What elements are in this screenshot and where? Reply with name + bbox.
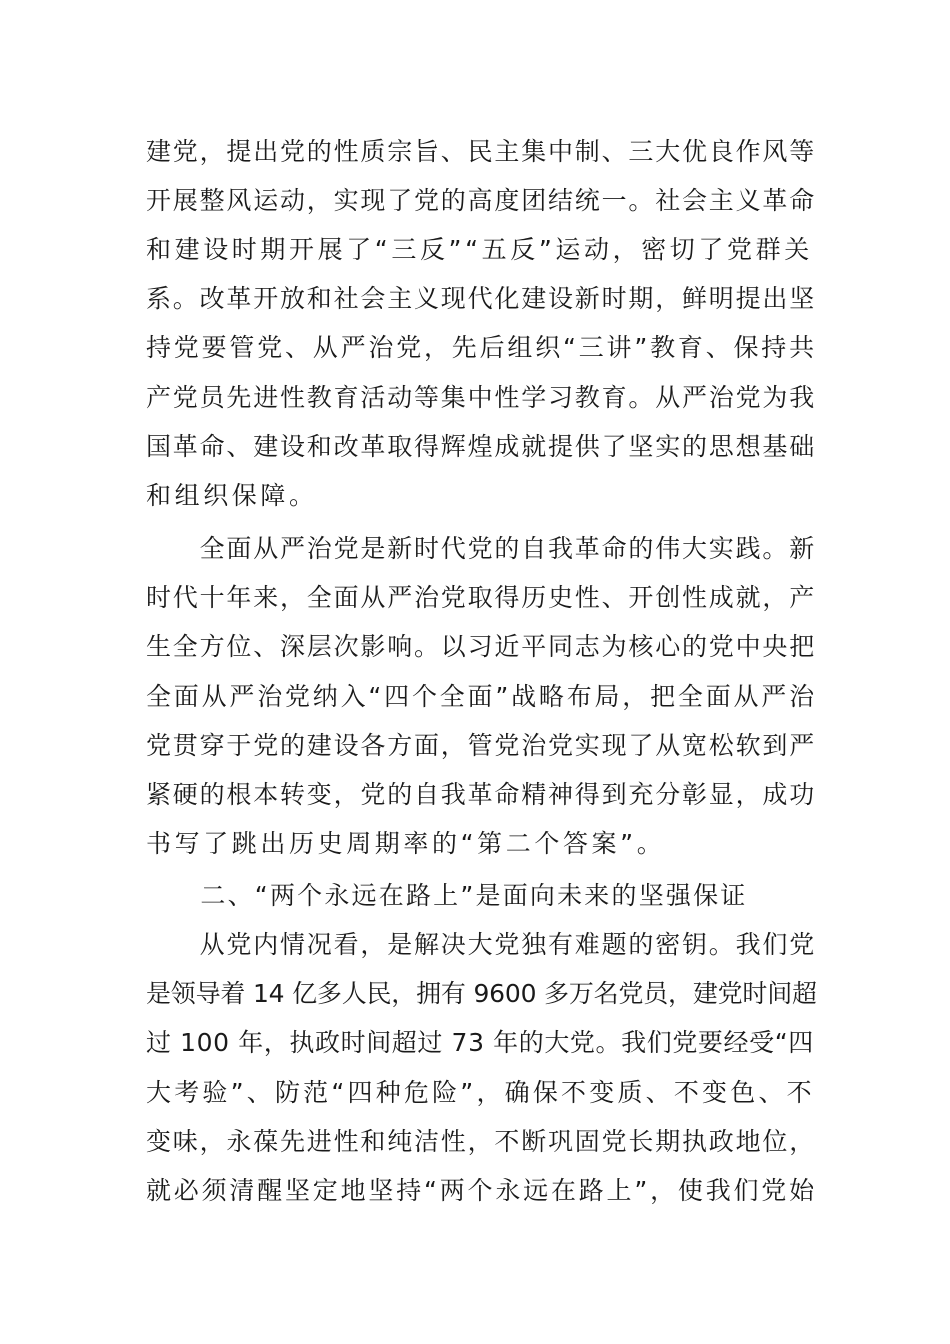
text-line: 持党要管党、从严治党，先后组织“三讲”教育、保持共: [146, 333, 817, 362]
text-line: 党贯穿于党的建设各方面，管党治党实现了从宽松软到严: [146, 731, 817, 760]
text-line: 全面从严治党纳入“四个全面”战略布局，把全面从严治: [146, 682, 817, 711]
text-line: 紧硬的根本转变，党的自我革命精神得到充分彰显，成功: [146, 780, 817, 809]
text-line: 国革命、建设和改革取得辉煌成就提供了坚实的思想基础: [146, 432, 817, 461]
text-line: 和建设时期开展了“三反”“五反”运动，密切了党群关: [146, 235, 813, 264]
text-line: 书写了跳出历史周期率的“第二个答案”。: [146, 829, 666, 858]
text-line: 是领导着 14 亿多人民，拥有 9600 多万名党员，建党时间超: [146, 979, 817, 1008]
text-line: 建党，提出党的性质宗旨、民主集中制、三大优良作风等: [146, 137, 817, 166]
text-line: 系。改革开放和社会主义现代化建设新时期，鲜明提出坚: [146, 284, 817, 313]
paragraph-start-line: 从党内情况看，是解决大党独有难题的密钥。我们党: [146, 930, 817, 959]
text-line: 变味，永葆先进性和纯洁性，不断巩固党长期执政地位，: [146, 1127, 817, 1156]
text-line: 开展整风运动，实现了党的高度团结统一。社会主义革命: [146, 186, 817, 215]
paragraph-start-line: 全面从严治党是新时代党的自我革命的伟大实践。新: [146, 534, 817, 563]
text-line: 大考验”、防范“四种危险”，确保不变质、不变色、不: [146, 1078, 815, 1107]
text-line: 生全方位、深层次影响。以习近平同志为核心的党中央把: [146, 632, 817, 661]
text-line: 过 100 年，执政时间超过 73 年的大党。我们党要经受“四: [146, 1028, 814, 1057]
text-line: 产党员先进性教育活动等集中性学习教育。从严治党为我: [146, 383, 817, 412]
section-heading: 二、“两个永远在路上”是面向未来的坚强保证: [146, 881, 748, 910]
text-line: 和组织保障。: [146, 481, 318, 510]
text-line: 时代十年来，全面从严治党取得历史性、开创性成就，产: [146, 583, 817, 612]
text-line: 就必须清醒坚定地坚持“两个永远在路上”，使我们党始: [146, 1176, 817, 1205]
